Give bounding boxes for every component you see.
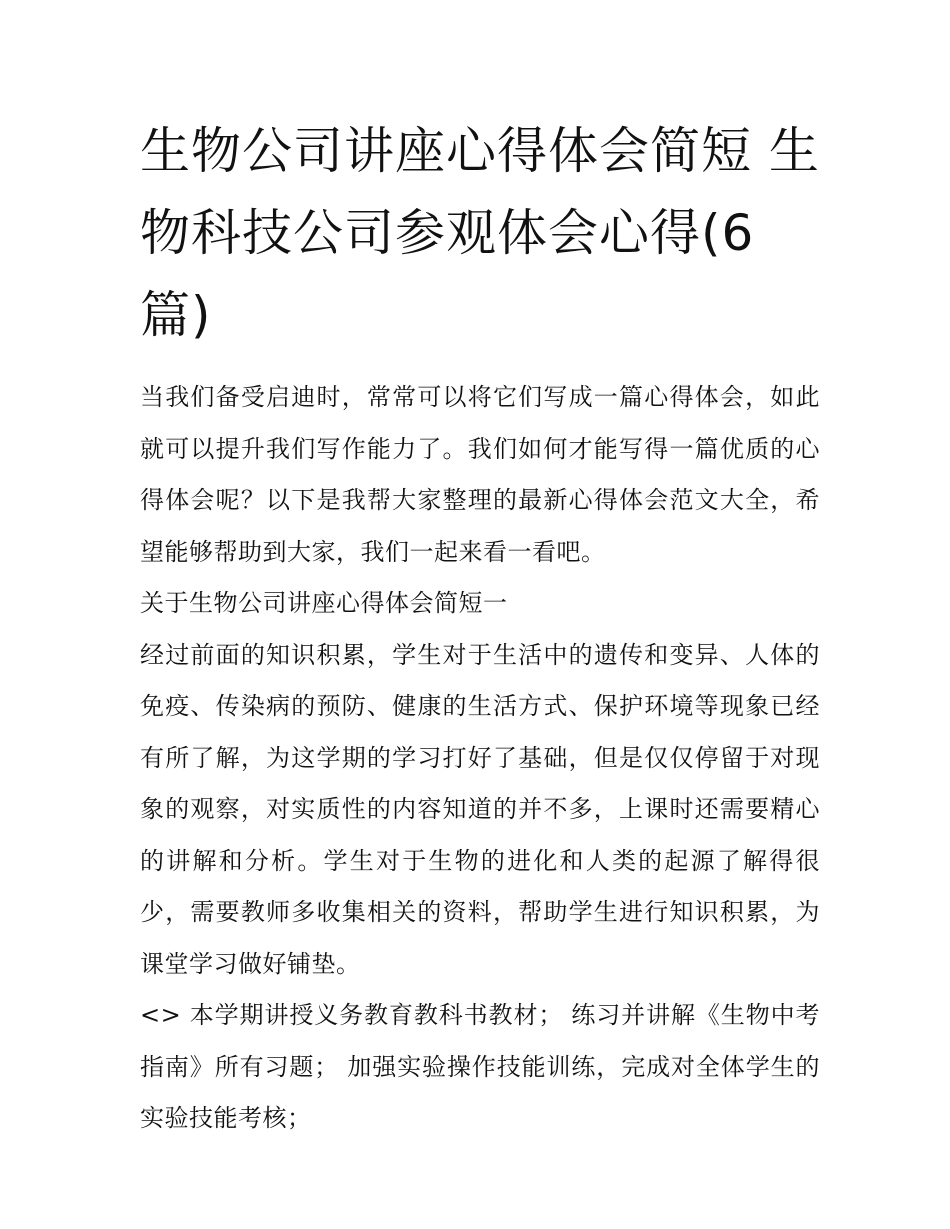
document-page: [140, 110, 820, 1145]
section-heading: 关于生物公司讲座心得体会简短一: [140, 589, 508, 617]
body-paragraph-1: 经过前面的知识积累，学生对于生活中的遗传和变异、人体的免疫、传染病的预防、健康的生活方式、保护环境等现象已经有所了解，为这学期的学习打好了基础，但是仅仅停留于对现象的观察，对实质性的内容知道的并不多，上课时还需要精心的讲解和分析。学生对于生物的进化和人类的起源了解得很少，需要教师多收集相关的资料，帮助学生进行知识积累，为课堂学习做好铺垫。: [140, 640, 820, 978]
document-title: 生物公司讲座心得体会简短 生物科技公司参观体会心得(6篇): [140, 122, 820, 344]
intro-paragraph: 当我们备受启迪时，常常可以将它们写成一篇心得体会，如此就可以提升我们写作能力了。我们如何才能写得一篇优质的心得体会呢？以下是我帮大家整理的最新心得体会范文大全，希望能够帮助到大家，我们一起来看一看吧。: [140, 383, 820, 566]
body-paragraph-2: <> 本学期讲授义务教育教科书教材； 练习并讲解《生物中考指南》所有习题； 加强实验操作技能训练，完成对全体学生的实验技能考核；: [140, 1001, 820, 1132]
